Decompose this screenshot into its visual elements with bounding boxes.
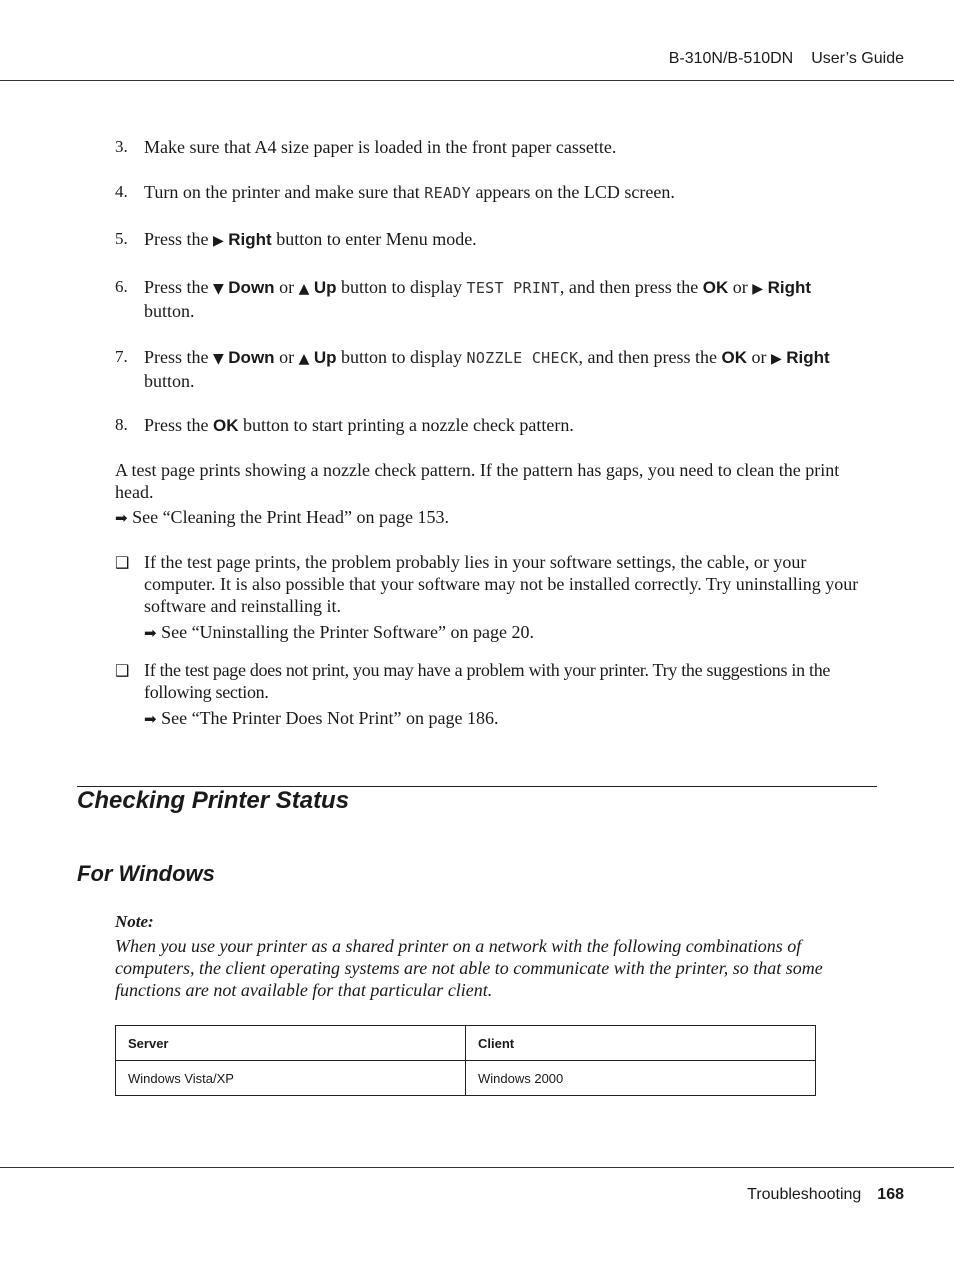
ok-button-label: OK [213, 416, 239, 435]
step-text: Make sure that A4 size paper is loaded in the front paper cassette. [144, 137, 617, 157]
section-title: Checking Printer Status [77, 787, 350, 814]
checkbox-bullet-icon: ❑ [115, 553, 130, 572]
step-text: Press the [144, 277, 213, 297]
step-text: Turn on the printer and make sure that [144, 182, 425, 202]
step-4 [115, 181, 885, 204]
right-button-label: Right [786, 348, 830, 367]
header-guide: User’s Guide [811, 50, 904, 67]
right-arrow-icon: ▶ [770, 351, 782, 367]
step-5 [115, 228, 885, 252]
checkbox-bullet-icon: ❑ [115, 661, 130, 680]
up-button-label: Up [313, 278, 337, 297]
right-arrow-icon: ▶ [213, 233, 224, 249]
table-header-cell: Client [466, 1026, 816, 1061]
step-8 [115, 414, 885, 437]
step-text: or [728, 277, 753, 297]
table-cell: Windows 2000 [466, 1061, 816, 1096]
page-header [669, 50, 904, 68]
step-number: 4. [115, 182, 128, 201]
lcd-message: READY [424, 184, 471, 202]
step-number: 3. [115, 137, 128, 156]
subsection-title: For Windows [77, 861, 215, 886]
header-model: B-310N/B-510DN [668, 50, 794, 67]
step-text: or [746, 347, 771, 367]
server-client-table [115, 1025, 816, 1096]
step-number: 5. [115, 229, 128, 248]
step-text: or [274, 347, 299, 367]
right-button-label: Right [767, 278, 812, 297]
table-row [116, 1061, 816, 1096]
step-number: 8. [115, 415, 128, 434]
bullet-text: If the test page does not print, you may have a problem with your printer. Try the suggestions in the following section. [144, 660, 831, 702]
down-button-label: Down [228, 348, 275, 367]
step-text: button to display [336, 347, 467, 367]
result-paragraph: A test page prints showing a nozzle check pattern. If the pattern has gaps, you need to clean the print head. [115, 460, 840, 502]
footer-section: Troubleshooting [747, 1186, 862, 1203]
ok-button-label: OK [702, 278, 729, 297]
step-text: appears on the LCD screen. [470, 182, 675, 202]
table-header-row [116, 1026, 816, 1061]
up-button-label: Up [313, 348, 337, 367]
down-button-label: Down [228, 278, 275, 297]
cross-reference-text: See “Cleaning the Print Head” on page 153. [132, 507, 449, 527]
page-footer [747, 1186, 904, 1204]
arrow-right-icon: ➡ [144, 710, 157, 728]
step-text: or [274, 277, 299, 297]
step-7 [115, 346, 885, 392]
step-text: button to start printing a nozzle check pattern. [238, 415, 574, 435]
step-text: Press the [144, 415, 213, 435]
cross-reference-text: See “Uninstalling the Printer Software” on page 20. [161, 622, 534, 642]
step-text: button to enter Menu mode. [271, 229, 477, 249]
step-text: , and then press the [578, 347, 722, 367]
right-arrow-icon: ▶ [752, 281, 764, 297]
bullet-text: If the test page prints, the problem probably lies in your software settings, the cable, or your computer. It is also possible that your software may not be installed correctly. Try uninstalling your software and reinstalling it. [144, 552, 859, 616]
step-text: button. [144, 371, 195, 391]
step-3 [115, 136, 885, 158]
arrow-right-icon: ➡ [115, 509, 128, 527]
ok-button-label: OK [721, 348, 747, 367]
step-text: button. [144, 301, 195, 321]
right-button-label: Right [228, 230, 272, 249]
cross-reference-uninstalling[interactable] [144, 621, 534, 644]
cross-reference-not-print[interactable] [144, 707, 499, 730]
note-text: When you use your printer as a shared printer on a network with the following combinations of computers, the client operating systems are not able to communicate with the printer, so that some functions are not available for that particular client. [115, 936, 823, 1000]
page-number: 168 [877, 1186, 904, 1203]
up-arrow-icon: ▲ [298, 351, 310, 367]
step-text: Press the [144, 229, 213, 249]
table-cell: Windows Vista/XP [116, 1061, 466, 1096]
lcd-message: NOZZLE CHECK [466, 349, 579, 367]
lcd-message: TEST PRINT [466, 279, 560, 297]
step-number: 6. [115, 277, 128, 296]
step-6 [115, 276, 885, 322]
up-arrow-icon: ▲ [298, 281, 310, 297]
table-header-cell: Server [116, 1026, 466, 1061]
down-arrow-icon: ▼ [213, 351, 224, 367]
step-number: 7. [115, 347, 128, 366]
cross-reference-cleaning[interactable] [115, 506, 449, 529]
note-label: Note: [115, 912, 154, 931]
arrow-right-icon: ➡ [144, 624, 157, 642]
step-text: Press the [144, 347, 213, 367]
cross-reference-text: See “The Printer Does Not Print” on page 186. [161, 708, 499, 728]
header-divider [0, 80, 954, 81]
footer-divider [0, 1167, 954, 1168]
step-text: , and then press the [559, 277, 703, 297]
down-arrow-icon: ▼ [213, 281, 224, 297]
step-text: button to display [336, 277, 467, 297]
